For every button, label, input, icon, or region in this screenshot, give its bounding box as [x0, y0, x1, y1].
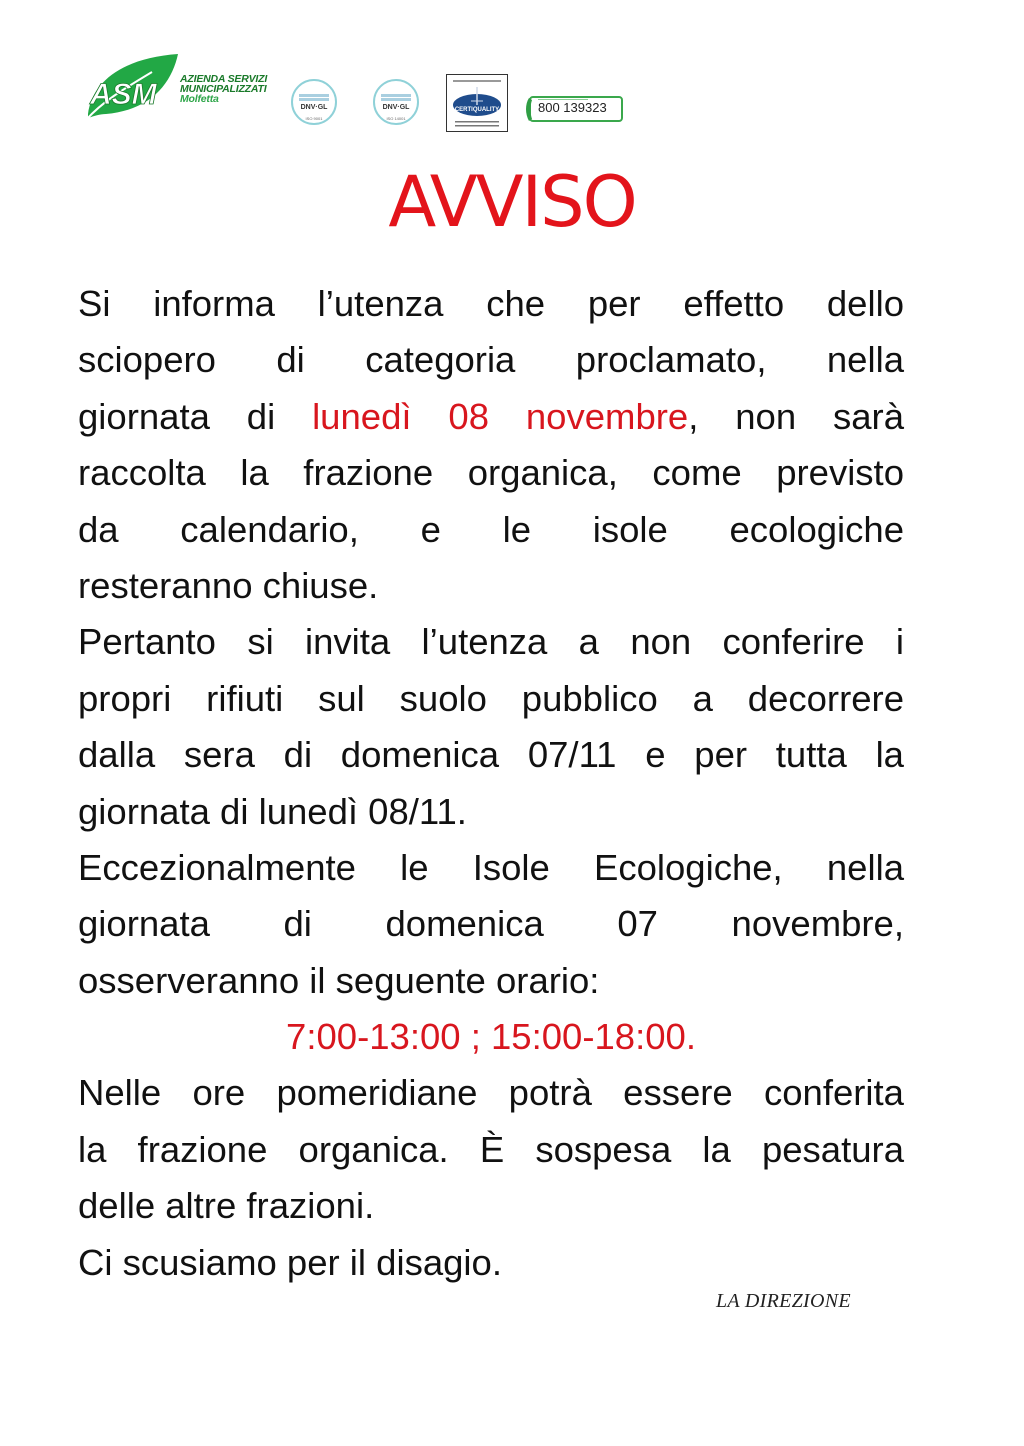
certiquality-badge	[446, 74, 508, 132]
paragraph-2	[78, 614, 904, 840]
text-line: propri rifiuti sul suolo pubblico a decorrere	[78, 677, 904, 719]
signature: LA DIREZIONE	[716, 1290, 851, 1312]
toll-free-number: 800 139323	[538, 100, 607, 115]
text-line: osserveranno il seguente orario:	[78, 959, 600, 1001]
text-line: la frazione organica. È sospesa la pesatura	[78, 1128, 904, 1170]
paragraph-3	[78, 840, 904, 1066]
header	[0, 0, 1024, 140]
certiquality-icon	[447, 75, 507, 131]
text-line: Eccezionalmente le Isole Ecologiche, nella	[78, 846, 904, 888]
text-line	[78, 558, 904, 614]
text-line	[78, 332, 904, 388]
notice-body	[78, 276, 904, 1291]
closing-apology: Ci scusiamo per il disagio.	[78, 1241, 502, 1283]
text-run: giornata di	[78, 395, 313, 437]
text-run: Si informa l’utenza che per effetto dello	[78, 283, 904, 324]
dnv-seal-iso9001	[290, 78, 338, 126]
seal-brand: DNV·GL	[382, 104, 410, 111]
text-run: resteranno chiuse.	[78, 564, 379, 606]
leaf-logo-icon	[82, 52, 182, 122]
logo-mark: ASM	[90, 78, 157, 111]
notice-title: AVVISO	[388, 161, 636, 243]
text-run: sciopero di categoria proclamato, nella	[78, 339, 904, 381]
strike-date-highlight: lunedì 08 novembre	[312, 395, 689, 437]
logo-text	[180, 74, 267, 104]
logo-line-1: AZIENDA SERVIZI	[180, 73, 268, 85]
text-line: giornata di domenica 07 novembre,	[78, 903, 904, 945]
paragraph-1	[78, 276, 904, 614]
logo-line-3: Molfetta	[180, 93, 219, 105]
text-line: dalla sera di domenica 07/11 e per tutta la	[78, 734, 904, 776]
certification-seal-icon	[290, 78, 338, 126]
text-line	[78, 502, 904, 558]
seal-standard: ISO 14001	[386, 116, 406, 121]
seal-brand: DNV·GL	[300, 104, 328, 111]
text-run: da calendario, e le isole ecologiche	[78, 508, 904, 550]
asm-logo	[82, 52, 272, 122]
text-line: Nelle ore pomeridiane potrà essere conferita	[78, 1072, 904, 1114]
text-line	[78, 445, 904, 501]
logo-line-2: MUNICIPALIZZATI	[180, 83, 267, 95]
text-line	[78, 276, 904, 332]
text-run: , non sarà	[688, 395, 905, 437]
text-line: Pertanto si invita l’utenza a non conferire i	[78, 621, 904, 663]
cert-brand: CERTIQUALITY	[454, 107, 500, 113]
paragraph-4	[78, 1065, 904, 1291]
seal-standard: ISO 9001	[305, 116, 323, 121]
certification-seal-icon	[372, 78, 420, 126]
text-line: delle altre frazioni.	[78, 1185, 375, 1227]
text-line	[78, 389, 904, 445]
text-line: giornata di lunedì 08/11.	[78, 790, 467, 832]
text-run: raccolta la frazione organica, come previsto	[78, 452, 904, 494]
opening-hours: 7:00-13:00 ; 15:00-18:00.	[286, 1016, 696, 1058]
toll-free-badge	[524, 94, 624, 124]
dnv-seal-iso14001	[372, 78, 420, 126]
